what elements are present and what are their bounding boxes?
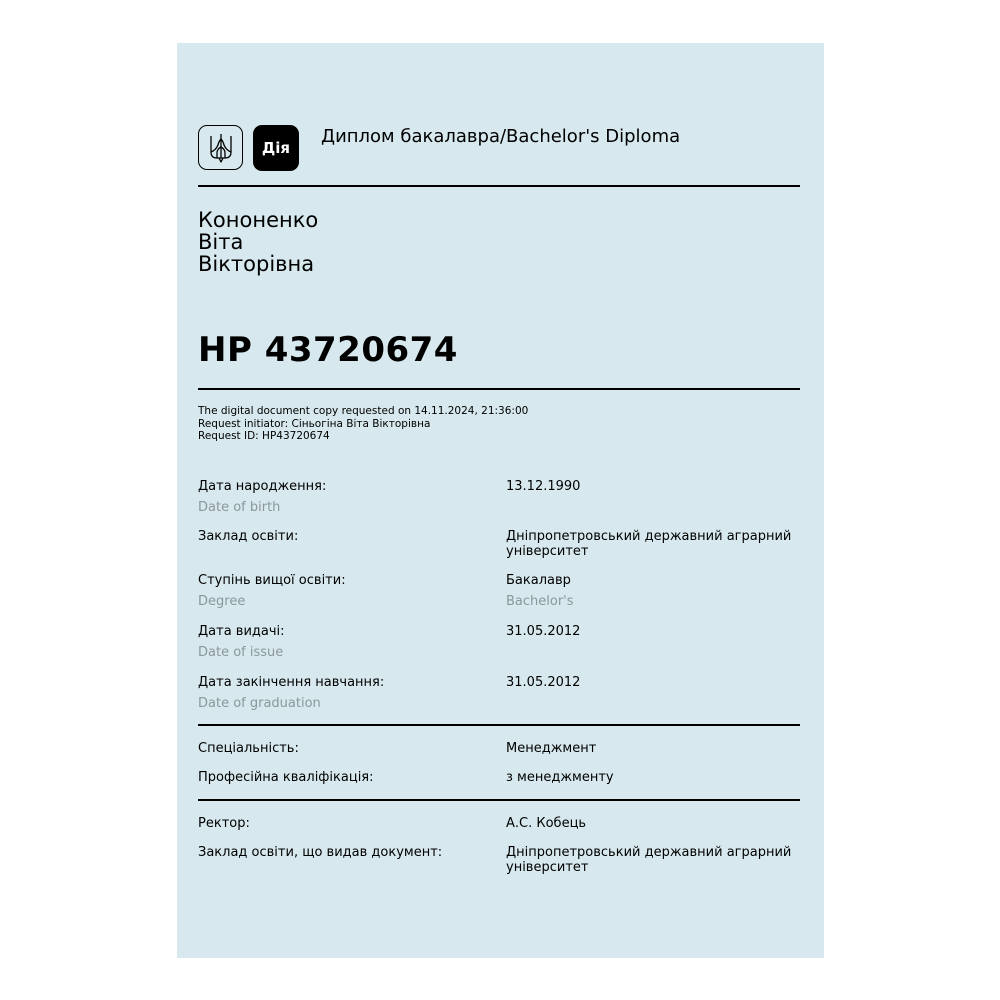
degree-label-en: Degree: [198, 594, 246, 609]
specialty-label: Спеціальність:: [198, 741, 299, 756]
request-meta: [198, 405, 528, 443]
degree-label: Ступінь вищої освіти:: [198, 573, 346, 588]
diploma-card: [177, 43, 824, 958]
institution-value: Дніпропетровський державний аграрний університет: [506, 529, 792, 559]
document-number: НР 43720674: [198, 330, 458, 370]
issue-label-en: Date of issue: [198, 645, 284, 660]
diia-logo: [253, 125, 299, 171]
graduation-value: 31.05.2012: [506, 675, 581, 690]
diia-logo-text: Дія: [261, 139, 291, 157]
issuing-institution-value: Дніпропетровський державний аграрний університет: [506, 845, 792, 875]
degree-value-en: Bachelor's: [506, 594, 574, 609]
birth-label: Дата народження:: [198, 479, 327, 494]
institution-label: Заклад освіти:: [198, 529, 299, 544]
qualification-value: з менеджменту: [506, 770, 614, 785]
graduation-label-en: Date of graduation: [198, 696, 321, 711]
divider: [198, 388, 800, 390]
divider: [198, 724, 800, 726]
specialty-value: Менеджмент: [506, 741, 597, 756]
request-date: The digital document copy requested on 14.11.2024, 21:36:00: [198, 405, 529, 417]
divider: [198, 185, 800, 187]
request-id: Request ID: НР43720674: [198, 430, 330, 442]
rector-label: Ректор:: [198, 816, 250, 831]
birth-label-en: Date of birth: [198, 500, 281, 515]
divider: [198, 799, 800, 801]
trident-icon: [198, 125, 243, 170]
degree-value: Бакалавр: [506, 573, 571, 588]
issuing-institution-label: Заклад освіти, що видав документ:: [198, 845, 443, 860]
rector-value: А.С. Кобець: [506, 816, 587, 831]
holder-patronymic: Вікторівна: [198, 252, 315, 276]
graduation-label: Дата закінчення навчання:: [198, 675, 385, 690]
holder-name: [198, 209, 318, 275]
request-initiator: Request initiator: Сіньогіна Віта Вікторівна: [198, 417, 431, 430]
holder-surname: Кононенко: [198, 208, 319, 232]
qualification-label: Професійна кваліфікація:: [198, 770, 374, 785]
issue-value: 31.05.2012: [506, 624, 581, 639]
issue-label: Дата видачі:: [198, 624, 285, 639]
document-title: Диплом бакалавра/Bachelor's Diploma: [321, 126, 681, 147]
birth-value: 13.12.1990: [506, 479, 581, 494]
holder-given-name: Віта: [198, 230, 244, 254]
